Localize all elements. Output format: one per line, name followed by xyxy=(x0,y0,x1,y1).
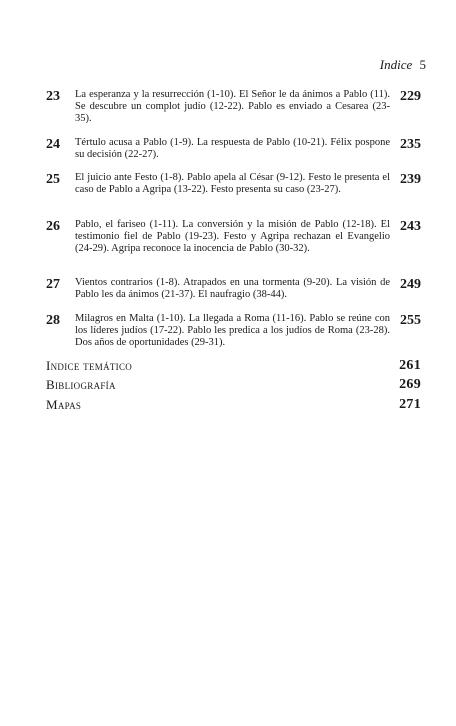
chapter-summary: Vientos contrarios (1-8). Atrapados en una tormenta (9-20). La visión de Pablo les da ánimos (21-37). El naufragio (38-44). xyxy=(75,277,390,300)
chapter-number: 24 xyxy=(46,137,60,152)
back-matter-label: Mapas xyxy=(46,397,82,412)
chapter-summary: Pablo, el fariseo (1-11). La conversión y la misión de Pablo (12-18). El testimonio fiel de Pablo (19-23). Festo y Agripa rechazan el Evangelio (24-29). Agripa reconoce la inocencia de Pablo (30-32). xyxy=(75,219,390,254)
chapter-page-number: 239 xyxy=(400,172,421,187)
toc-entry-bibliography xyxy=(46,377,421,393)
chapter-summary: El juicio ante Festo (1-8). Pablo apela al César (9-12). Festo le presenta el caso de Pablo a Agripa (13-22). Festo presenta su caso (23-27). xyxy=(75,172,390,195)
chapter-page-number: 243 xyxy=(400,219,421,234)
back-matter-page-number: 271 xyxy=(399,397,421,412)
back-matter-page-number: 261 xyxy=(399,358,421,373)
chapter-number: 26 xyxy=(46,219,60,234)
chapter-page-number: 229 xyxy=(400,89,421,104)
chapter-number: 28 xyxy=(46,313,60,328)
back-matter-label: Indice temático xyxy=(46,358,133,373)
chapter-number: 25 xyxy=(46,172,60,187)
toc-entry-index xyxy=(46,358,421,374)
chapter-summary: Tértulo acusa a Pablo (1-9). La respuesta de Pablo (10-21). Félix pospone su decisión (22-27). xyxy=(75,137,390,160)
running-head xyxy=(380,57,426,73)
chapter-page-number: 235 xyxy=(400,137,421,152)
running-head-page-number: 5 xyxy=(419,57,426,72)
chapter-page-number: 249 xyxy=(400,277,421,292)
chapter-number: 27 xyxy=(46,277,60,292)
chapter-number: 23 xyxy=(46,89,60,104)
chapter-summary: La esperanza y la resurrección (1-10). El Señor le da ánimos a Pablo (11). Se descubre un complot judío (12-22). Pablo es enviado a Cesarea (23-35). xyxy=(75,89,390,124)
toc-entry-maps xyxy=(46,397,421,413)
back-matter-page-number: 269 xyxy=(399,377,421,392)
chapter-summary: Milagros en Malta (1-10). La llegada a Roma (11-16). Pablo se reúne con los líderes judíos (17-22). Pablo les predica a los judíos de Roma (23-28). Dos años de oportunidades (29-31). xyxy=(75,313,390,348)
running-head-title: Indice xyxy=(379,57,413,72)
chapter-page-number: 255 xyxy=(400,313,421,328)
back-matter-label: Bibliografía xyxy=(46,377,116,392)
